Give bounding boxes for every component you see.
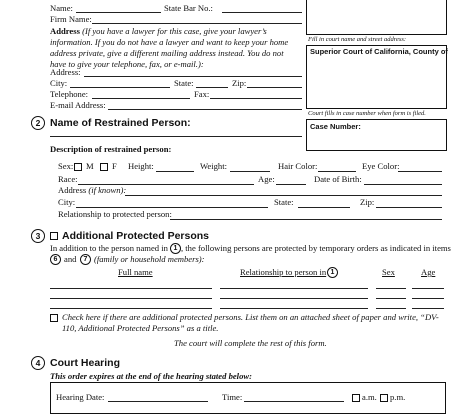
hearing-date-label: Hearing Date: bbox=[56, 392, 105, 402]
description-title: Description of restrained person: bbox=[50, 144, 172, 154]
section-3-title: Additional Protected Persons bbox=[62, 230, 210, 242]
restrained-name-field[interactable] bbox=[50, 136, 302, 137]
col-age: Age bbox=[421, 267, 436, 277]
more-persons-note: Check here if there are additional protected persons. List them on an attached sheet of paper and write, “DV-110, Additional Protected Persons” as a title. bbox=[62, 312, 439, 333]
relationship-field[interactable] bbox=[170, 219, 442, 220]
clerk-stamp-box bbox=[306, 0, 447, 35]
sex-label: Sex: bbox=[58, 161, 74, 171]
col-relationship: Relationship to person in bbox=[240, 267, 327, 277]
zip-label: Zip: bbox=[232, 78, 247, 88]
restrained-city-field[interactable] bbox=[76, 207, 268, 208]
and-word: and bbox=[64, 254, 77, 264]
sex-m-label: M bbox=[86, 161, 94, 171]
row-2-sex[interactable] bbox=[376, 298, 406, 299]
address-note: (If you have a lawyer for this case, give your lawyer’s information. If you do not have a lawyer and want to keep your home address private, give a different mailing address instead. You do not have to give your telephone, fax, or e-mail.): bbox=[50, 26, 289, 69]
ref-item-1: 1 bbox=[170, 243, 181, 254]
restrained-state-field[interactable] bbox=[298, 207, 350, 208]
expires-note: This order expires at the end of the hearing stated below: bbox=[50, 371, 252, 381]
hair-color-field[interactable] bbox=[318, 171, 356, 172]
weight-label: Weight: bbox=[200, 161, 227, 171]
relationship-label: Relationship to protected person: bbox=[58, 209, 172, 219]
email-field[interactable] bbox=[108, 109, 302, 110]
address-field-label: Address: bbox=[50, 67, 81, 77]
row-1-sex[interactable] bbox=[376, 288, 406, 289]
row-1-relationship[interactable] bbox=[220, 288, 368, 289]
row-2-full-name[interactable] bbox=[50, 298, 212, 299]
section-2-number: 2 bbox=[31, 116, 45, 130]
case-fill-note: Court fills in case number when form is filed. bbox=[308, 110, 426, 117]
court-fill-note: Fill in court name and street address: bbox=[308, 36, 407, 43]
col-ref-item-1: 1 bbox=[327, 267, 338, 278]
eye-color-label: Eye Color: bbox=[362, 161, 400, 171]
section-3-text-2: , the following persons are protected by temporary orders as indicated in items bbox=[181, 243, 451, 253]
sex-m-checkbox[interactable] bbox=[74, 163, 82, 171]
col-full-name: Full name bbox=[118, 267, 153, 277]
am-checkbox[interactable] bbox=[352, 394, 360, 402]
row-2-age[interactable] bbox=[412, 298, 444, 299]
email-label: E-mail Address: bbox=[50, 100, 106, 110]
sex-f-checkbox[interactable] bbox=[100, 163, 108, 171]
row-3-relationship[interactable] bbox=[220, 308, 368, 309]
hearing-date-field[interactable] bbox=[108, 401, 208, 402]
row-1-age[interactable] bbox=[412, 288, 444, 289]
eye-color-field[interactable] bbox=[398, 171, 442, 172]
state-bar-field[interactable] bbox=[222, 12, 302, 13]
state-field[interactable] bbox=[196, 87, 228, 88]
court-name: Superior Court of California, County of bbox=[310, 47, 448, 56]
row-3-sex[interactable] bbox=[376, 308, 406, 309]
firm-name-field[interactable] bbox=[92, 23, 302, 24]
ref-item-6: 6 bbox=[50, 254, 61, 265]
name-label: Name: bbox=[50, 3, 73, 13]
firm-name-label: Firm Name: bbox=[50, 14, 92, 24]
city-field[interactable] bbox=[70, 87, 170, 88]
section-2-title: Name of Restrained Person: bbox=[50, 117, 191, 129]
court-complete-note: The court will complete the rest of this form. bbox=[174, 338, 327, 348]
section-3-number: 3 bbox=[31, 229, 45, 243]
state-label: State: bbox=[174, 78, 194, 88]
name-field[interactable] bbox=[76, 12, 161, 13]
row-2-relationship[interactable] bbox=[220, 298, 368, 299]
state-bar-label: State Bar No.: bbox=[164, 3, 213, 13]
telephone-label: Telephone: bbox=[50, 89, 89, 99]
age-field[interactable] bbox=[276, 184, 306, 185]
section-4-title: Court Hearing bbox=[50, 357, 121, 369]
address-word: Address bbox=[58, 185, 87, 195]
fax-label: Fax: bbox=[194, 89, 210, 99]
restrained-zip-label: Zip: bbox=[360, 197, 375, 207]
age-label: Age: bbox=[258, 174, 275, 184]
pm-checkbox[interactable] bbox=[380, 394, 388, 402]
address-field[interactable] bbox=[84, 76, 302, 77]
restrained-city-label: City: bbox=[58, 197, 76, 207]
row-1-full-name[interactable] bbox=[50, 288, 212, 289]
case-number-label: Case Number: bbox=[310, 122, 361, 131]
city-label: City: bbox=[50, 78, 68, 88]
more-persons-checkbox[interactable] bbox=[50, 314, 58, 322]
hearing-time-label: Time: bbox=[222, 392, 243, 402]
row-3-age[interactable] bbox=[412, 308, 444, 309]
pm-label: p.m. bbox=[390, 392, 406, 402]
additional-persons-checkbox[interactable] bbox=[50, 232, 58, 240]
address-label: Address bbox=[50, 26, 80, 36]
hair-color-label: Hair Color: bbox=[278, 161, 318, 171]
hearing-time-field[interactable] bbox=[244, 401, 344, 402]
weight-field[interactable] bbox=[230, 171, 270, 172]
fax-field[interactable] bbox=[210, 98, 302, 99]
ref-item-7: 7 bbox=[80, 254, 91, 265]
section-4-number: 4 bbox=[31, 356, 45, 370]
dob-field[interactable] bbox=[364, 184, 442, 185]
height-field[interactable] bbox=[156, 171, 194, 172]
restrained-address-label bbox=[58, 186, 126, 195]
zip-field[interactable] bbox=[247, 87, 302, 88]
height-label: Height: bbox=[128, 161, 154, 171]
restrained-state-label: State: bbox=[274, 197, 294, 207]
am-label: a.m. bbox=[362, 392, 377, 402]
race-label: Race: bbox=[58, 174, 78, 184]
sex-f-label: F bbox=[112, 161, 117, 171]
dob-label: Date of Birth: bbox=[314, 174, 362, 184]
address-instructions bbox=[50, 26, 300, 70]
restrained-zip-field[interactable] bbox=[376, 207, 442, 208]
section-3-text-1: In addition to the person named in bbox=[50, 243, 168, 253]
restrained-address-field[interactable] bbox=[125, 195, 442, 196]
row-3-full-name[interactable] bbox=[50, 308, 212, 309]
family-note: (family or household members): bbox=[94, 254, 205, 264]
telephone-field[interactable] bbox=[92, 98, 190, 99]
if-known-note: (if known): bbox=[88, 185, 127, 195]
col-sex: Sex bbox=[382, 267, 395, 277]
